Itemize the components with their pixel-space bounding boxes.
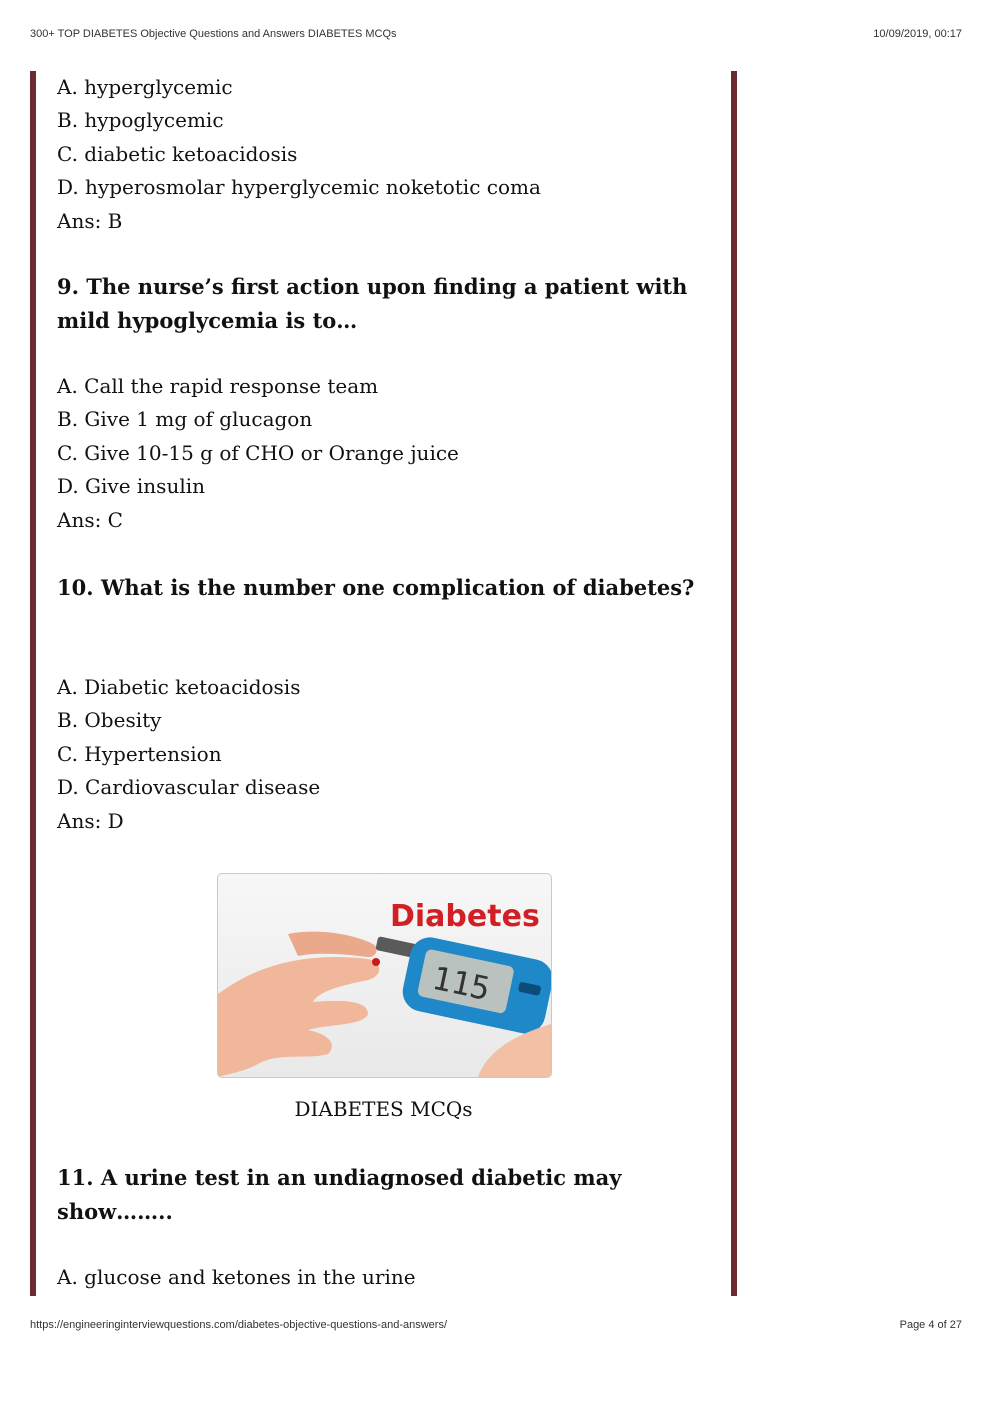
article-content [57, 71, 717, 838]
q11-question-line2: show…….. [57, 1199, 173, 1224]
q10-option-a: A. Diabetic ketoacidosis [57, 675, 301, 700]
diabetes-image [217, 873, 552, 1078]
blood-drop-icon [372, 958, 380, 966]
hand-shape [218, 957, 379, 1077]
right-accent-bar [731, 71, 737, 1296]
print-header [30, 28, 962, 40]
q8-option-d: D. hyperosmolar hyperglycemic noketotic coma [57, 175, 541, 200]
q9-option-d: D. Give insulin [57, 474, 205, 499]
glucose-meter-illustration [218, 874, 551, 1077]
q8-option-b: B. hypoglycemic [57, 108, 224, 133]
q11-section [57, 1161, 717, 1294]
q9-question-line1: 9. The nurse’s first action upon finding a patient with [57, 274, 688, 300]
page-url[interactable]: https://engineeringinterviewquestions.com/diabetes-objective-questions-and-answers/ [30, 1319, 448, 1331]
q9-answer: Ans: C [57, 507, 123, 532]
image-title: Diabetes [390, 899, 540, 934]
q10-answer: Ans: D [57, 808, 124, 833]
q9-option-b: B. Give 1 mg of glucagon [57, 407, 313, 432]
q9-question-line2: mild hypoglycemia is to… [57, 308, 358, 334]
q8-option-a: A. hyperglycemic [57, 75, 233, 99]
document-title: 300+ TOP DIABETES Objective Questions and Answers DIABETES MCQs [30, 28, 397, 40]
q10-option-b: B. Obesity [57, 708, 162, 733]
image-caption: DIABETES MCQs [294, 1097, 473, 1121]
q10-option-c: C. Hypertension [57, 741, 222, 766]
page-number: Page 4 of 27 [899, 1319, 962, 1331]
left-accent-bar [30, 71, 36, 1296]
q11-question-line1: 11. A urine test in an undiagnosed diabetic may [57, 1165, 622, 1190]
glucose-meter [365, 926, 551, 1037]
finger-shape [288, 932, 377, 957]
meter-reading: 115 [428, 958, 494, 1009]
q11-option-a: A. glucose and ketones in the urine [57, 1265, 416, 1289]
q8-option-c: C. diabetic ketoacidosis [57, 141, 298, 166]
print-datetime: 10/09/2019, 00:17 [873, 28, 962, 40]
q9-option-a: A. Call the rapid response team [57, 374, 379, 399]
q8-answer: Ans: B [57, 208, 123, 233]
print-footer [30, 1319, 962, 1331]
right-hand-shape [478, 1024, 551, 1077]
q10-option-d: D. Cardiovascular disease [57, 775, 321, 800]
q10-question: 10. What is the number one complication of diabetes? [57, 575, 695, 601]
q9-option-c: C. Give 10-15 g of CHO or Orange juice [57, 440, 459, 465]
